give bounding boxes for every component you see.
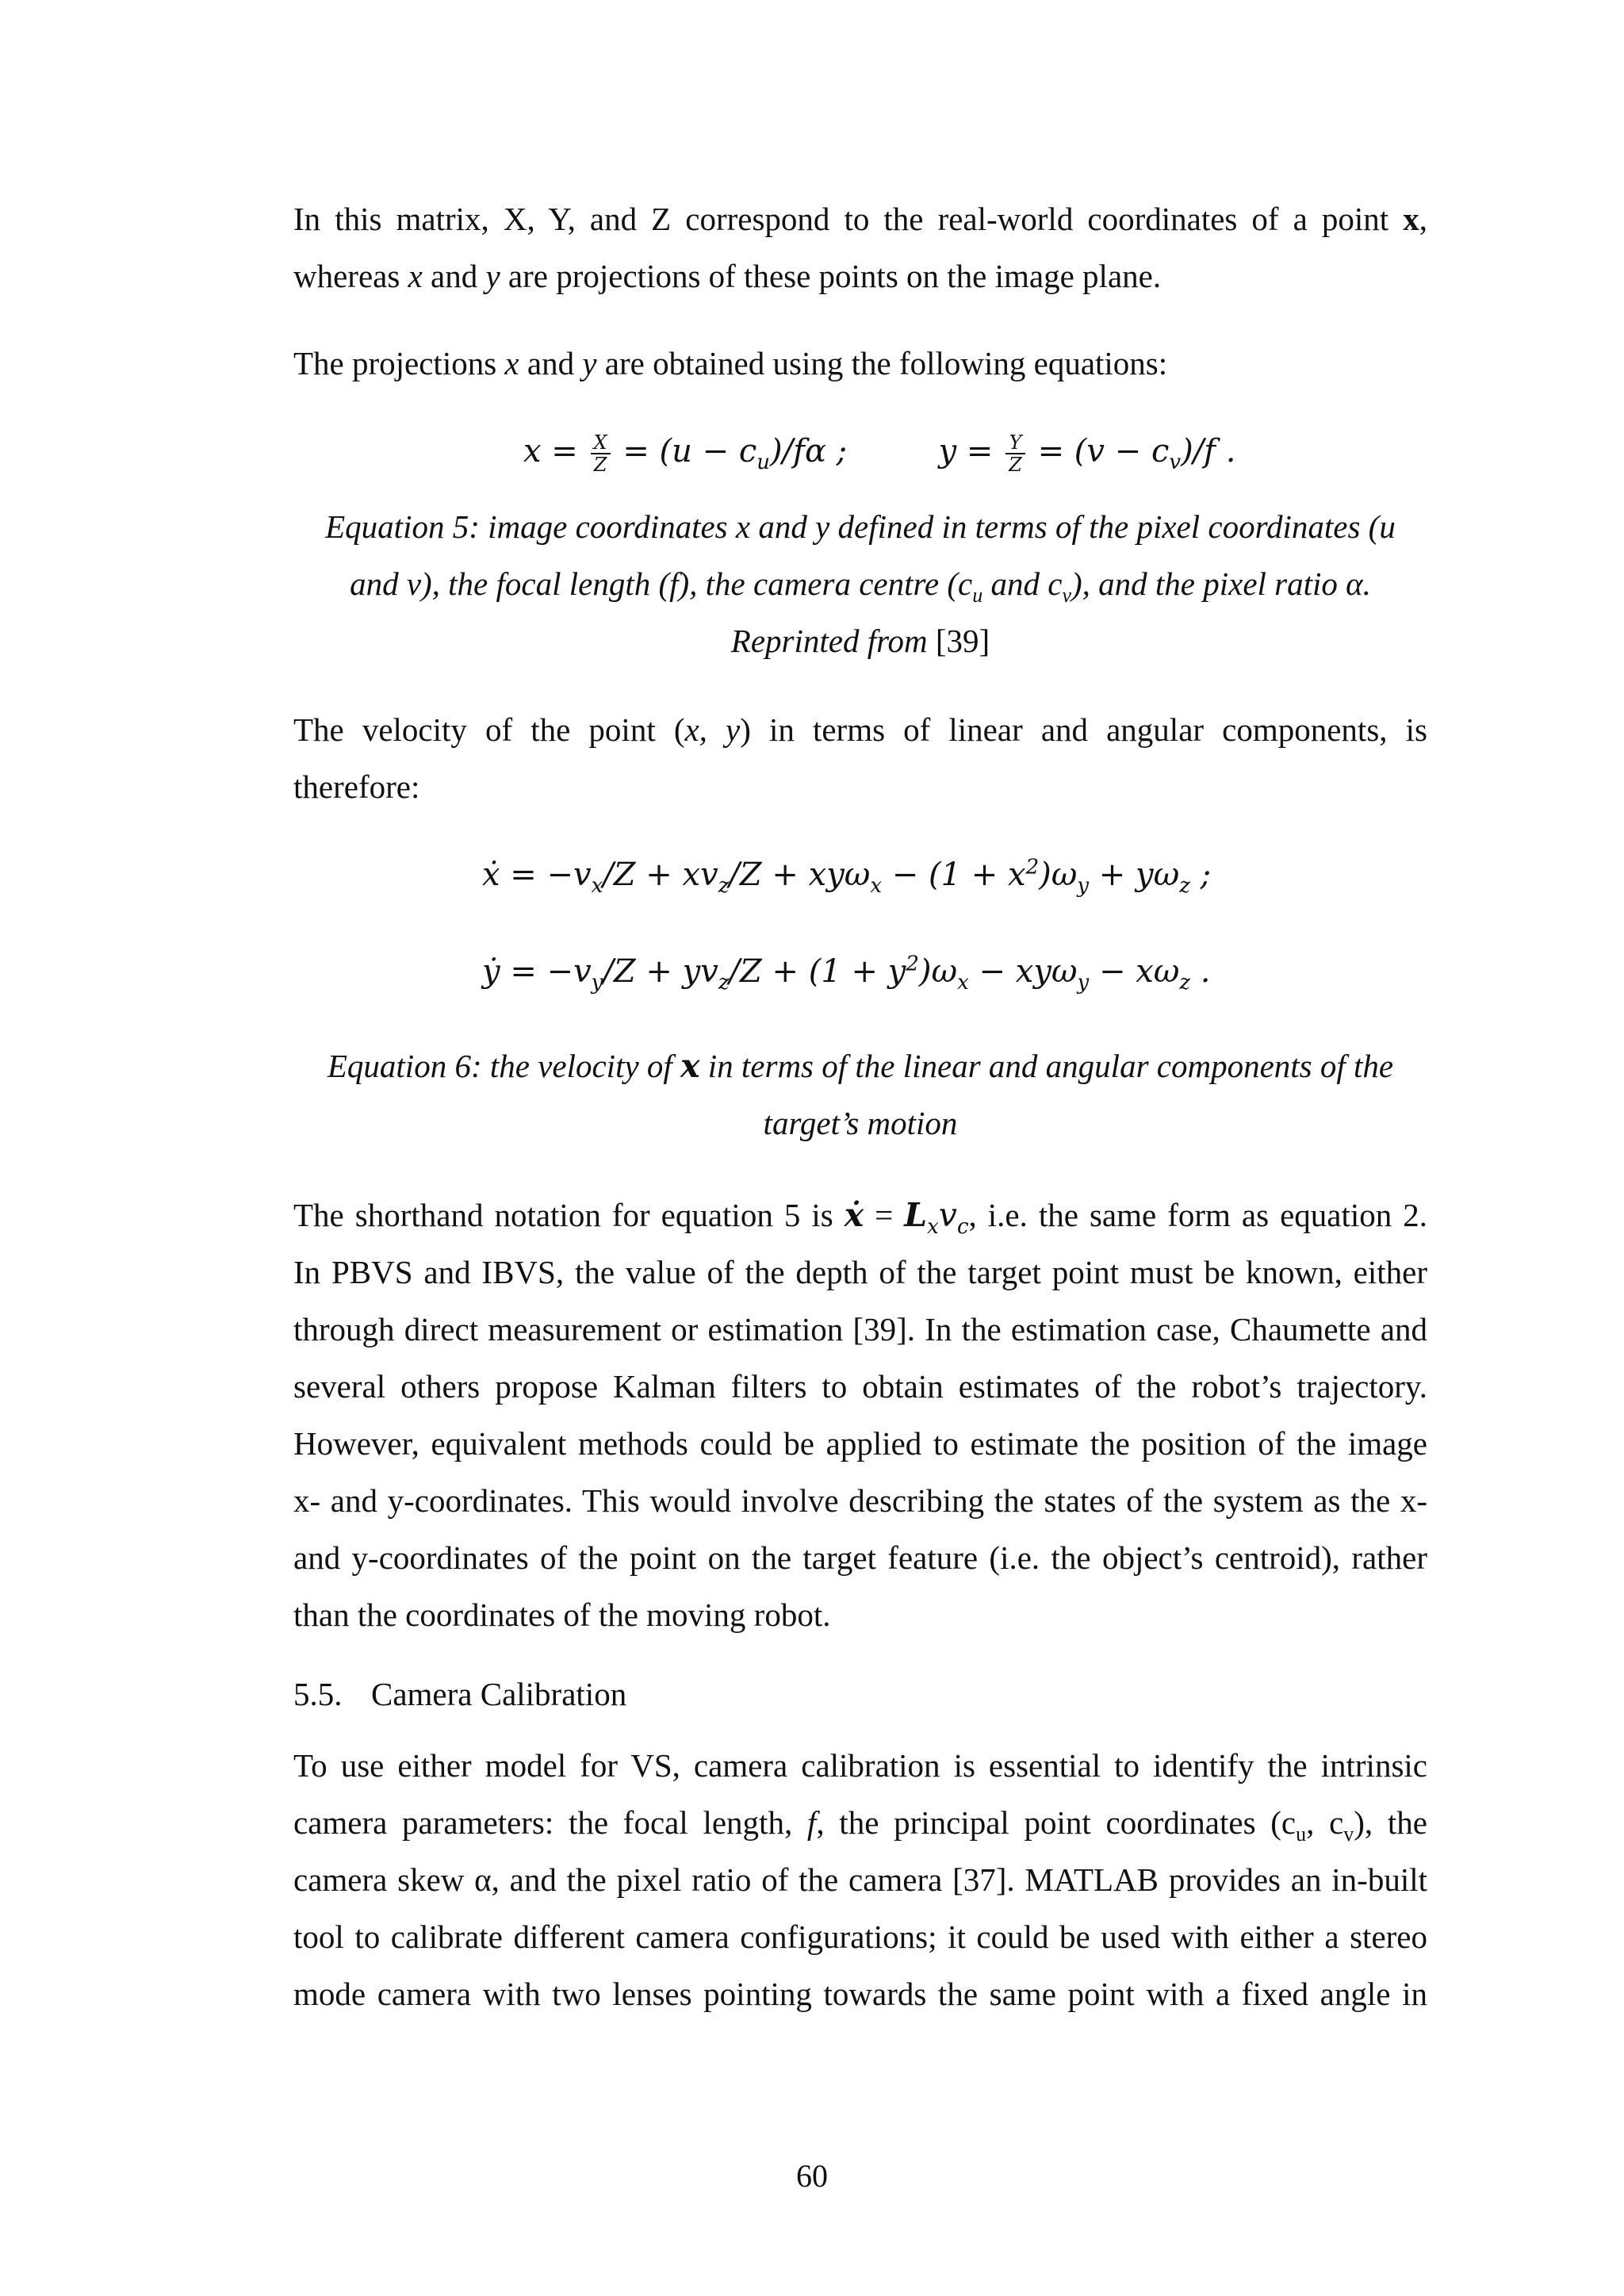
paragraph-line: camera parameters: the focal length, f, the principal point coordinates ($c_u$, $c_v$), the — [293, 1804, 1427, 1846]
caption-line: Equation 6: the velocity of x in terms of the linear and angular components of the — [327, 1047, 1394, 1085]
fraction-y-over-z — [1005, 432, 1025, 475]
paragraph-line: To use either model for VS, camera calibration is essential to identify the intrinsic — [293, 1747, 1427, 1784]
equation-6-row-2: ẏ = $-v_y/Z + yv_z/Z + (1 + y^2)\omega_x - xy\omega_y - x\omega_z$ . — [482, 952, 1211, 995]
section-heading — [293, 1665, 626, 1723]
paragraph-line: In PBVS and IBVS, the value of the depth of the target point must be known, either — [293, 1254, 1427, 1290]
paragraph-line: several others propose Kalman filters to obtain estimates of the robot’s trajectory. — [293, 1368, 1427, 1405]
paragraph-velocity — [293, 701, 1427, 815]
page-number: 60 — [796, 2158, 828, 2194]
equation-5-rhs-x: = $(u - c_u)/f\alpha$ ; — [622, 433, 848, 474]
paragraph-line: through direct measurement or estimation [39]. In the estimation case, Chaumette and — [293, 1311, 1427, 1347]
section-title: Camera Calibration — [371, 1676, 627, 1712]
fraction-x-over-z — [591, 432, 611, 475]
paragraph-line: The projections x and y are obtained using the following equations: — [293, 345, 1168, 381]
section-number: 5.5. — [293, 1676, 343, 1712]
equation-5 — [523, 432, 1235, 475]
equation-6-row-1: ẋ = $-v_x/Z + xv_z/Z + xy\omega_x - (1 + x^2)\omega_y + y\omega_z$ ; — [482, 855, 1212, 898]
paragraph-line: tool to calibrate different camera configurations; it could be used with either a stereo — [293, 1918, 1427, 1955]
paragraph-camera-calibration — [293, 1737, 1427, 2022]
caption-line: Equation 5: image coordinates x and y defined in terms of the pixel coordinates (u — [325, 508, 1396, 545]
equation-5-caption — [293, 498, 1427, 669]
paragraph-line: camera skew α, and the pixel ratio of the camera [37]. MATLAB provides an in-built — [293, 1861, 1427, 1898]
paragraph-projections — [293, 335, 1427, 392]
caption-line: Reprinted from [39] — [730, 623, 990, 659]
fraction-numerator: X — [591, 432, 611, 454]
fraction-denominator: Z — [593, 454, 607, 476]
paragraph-line: therefore: — [293, 769, 420, 805]
fraction-numerator: Y — [1005, 432, 1025, 454]
paragraph-line: However, equivalent methods could be applied to estimate the position of the image — [293, 1425, 1427, 1462]
caption-line: target’s motion — [763, 1105, 958, 1141]
equation-5-rhs-y: = $(v - c_v)/f$ . — [1037, 433, 1236, 474]
paragraph-line: than the coordinates of the moving robot. — [293, 1596, 831, 1633]
caption-line: and v), the focal length (f), the camera centre ($c_u$ and $c_v$), and the pixel ratio α. — [350, 565, 1371, 608]
paragraph-line: The velocity of the point (x, y) in terms of linear and angular components, is — [293, 711, 1427, 748]
paragraph-line: x- and y-coordinates. This would involve describing the states of the system as the x- — [293, 1482, 1427, 1519]
paragraph-line: mode camera with two lenses pointing towards the same point with a fixed angle in — [293, 1976, 1427, 2012]
fraction-denominator: Z — [1009, 454, 1022, 476]
paragraph-line: and y-coordinates of the point on the target feature (i.e. the object’s centroid), rather — [293, 1539, 1427, 1576]
equation-5-lhs-x: x = — [523, 433, 578, 470]
paragraph-line: In this matrix, X, Y, and Z correspond to the real-world coordinates of a point x, — [293, 201, 1427, 237]
paragraph-line: whereas x and y are projections of these points on the image plane. — [293, 258, 1162, 294]
paragraph-line: The shorthand notation for equation 5 is ẋ = $L_xv_c$, i.e. the same form as equation 2. — [293, 1196, 1427, 1240]
paragraph-shorthand — [293, 1186, 1427, 1643]
equation-5-lhs-y: y = — [938, 433, 994, 470]
paragraph-matrix-coordinates — [293, 190, 1427, 305]
equation-6-caption — [293, 1037, 1427, 1152]
